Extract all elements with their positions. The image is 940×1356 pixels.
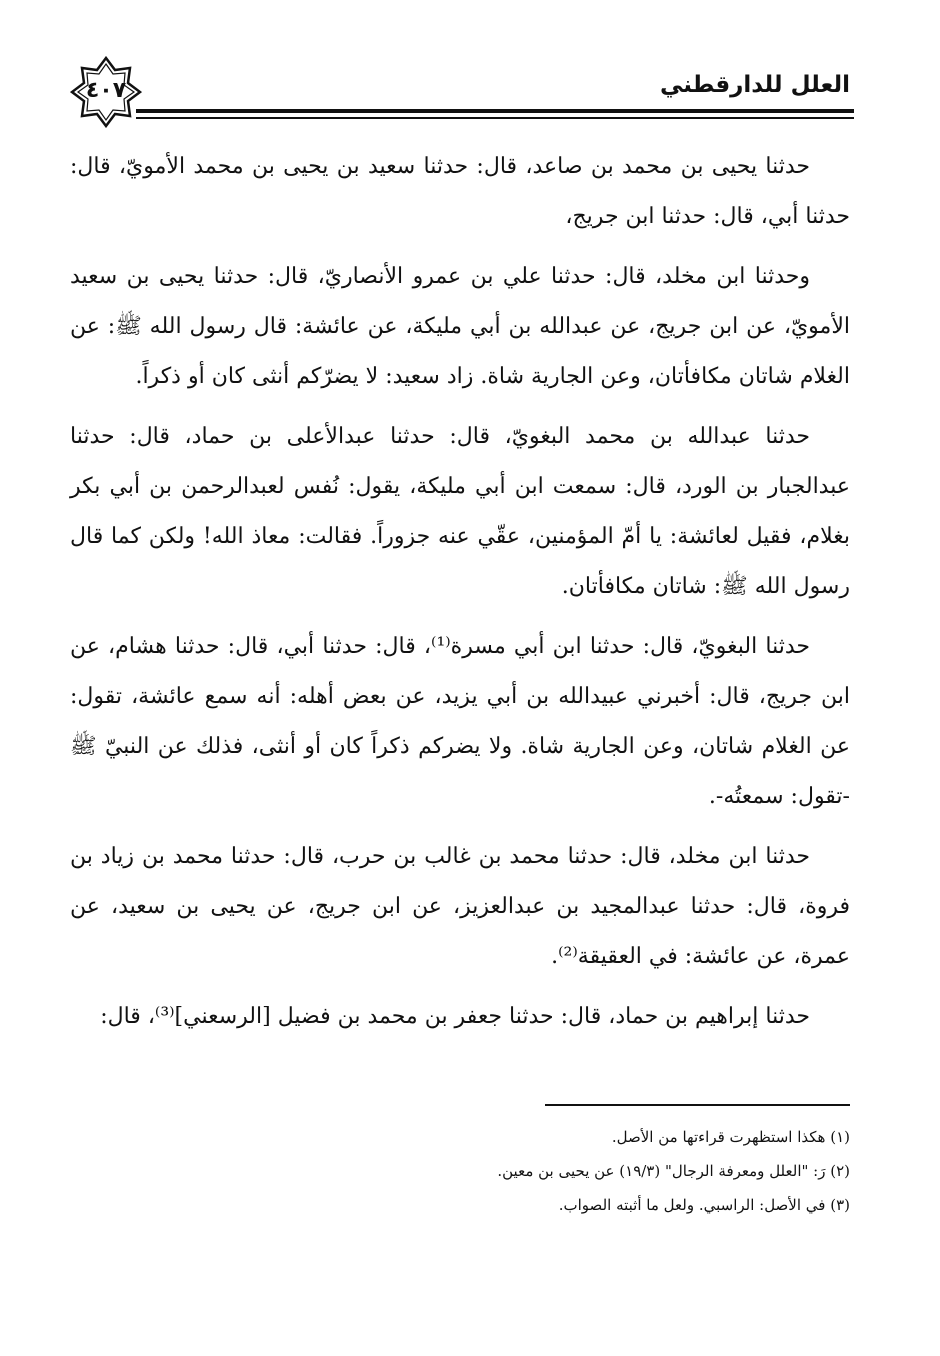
paragraph-3: حدثنا عبدالله بن محمد البغويّ، قال: حدثنا عبدالأعلى بن حماد، قال: حدثنا عبدالجبار بن الورد، قال: سمعت ابن أبي مليكة، يقول: نُفس لعبدالرحمن بن أبي بكر بغلام، فقيل لعائشة: يا أمّ المؤمنين، عقّي عنه جزوراً. فقالت: معاذ الله! ولكن كما قال رسول الله ﷺ: شاتان مكافأتان.	[70, 424, 850, 599]
footnote-separator	[545, 1104, 850, 1106]
running-title: العلل للدارقطني	[660, 72, 850, 98]
footnote-1: (١) هكذا استظهرت قراءتها من الأصل.	[611, 1128, 850, 1146]
header-rule-thin	[136, 117, 854, 119]
header-rule-thick	[136, 109, 854, 113]
main-text	[70, 142, 850, 1042]
page-number-badge	[70, 56, 142, 128]
page-number: ٤٠٧	[85, 78, 127, 103]
footnote-3: (٣) في الأصل: الراسبي. ولعل ما أثبته الصواب.	[558, 1196, 850, 1214]
footnotes	[200, 1120, 850, 1222]
paragraph-4: حدثنا البغويّ، قال: حدثنا ابن أبي مسرة⁽¹⁾، قال: حدثنا أبي، قال: حدثنا هشام، عن ابن جريج، قال: أخبرني عبيدالله بن أبي يزيد، عن بعض أهله: أنه سمع عائشة، تقول: عن الغلام شاتان، وعن الجارية شاة. ولا يضركم ذكراً كان أو أنثى، فذلك عن النبيّ ﷺ -تقول: سمعتُه-.	[70, 634, 850, 809]
paragraph-2: وحدثنا ابن مخلد، قال: حدثنا علي بن عمرو الأنصاريّ، قال: حدثنا يحيى بن سعيد الأمويّ، عن ابن جريج، عن عبدالله بن أبي مليكة، عن عائشة: قال رسول الله ﷺ: عن الغلام شاتان مكافأتان، وعن الجارية شاة. زاد سعيد: لا يضرّكم أنثى كان أو ذكراً.	[70, 264, 850, 389]
paragraph-1: حدثنا يحيى بن محمد بن صاعد، قال: حدثنا سعيد بن يحيى بن محمد الأمويّ، قال: حدثنا أبي، قال: حدثنا ابن جريج،	[70, 154, 850, 229]
page-header	[70, 56, 860, 136]
footnote-2: (٢) رَ: "العلل ومعرفة الرجال" (١٩/٣) عن يحيى بن معين.	[497, 1162, 850, 1180]
paragraph-6: حدثنا إبراهيم بن حماد، قال: حدثنا جعفر بن محمد بن فضيل [الرسعني]⁽³⁾، قال:	[100, 1004, 810, 1029]
paragraph-5: حدثنا ابن مخلد، قال: حدثنا محمد بن غالب بن حرب، قال: حدثنا محمد بن زياد بن فروة، قال: حدثنا عبدالمجيد بن عبدالعزيز، عن ابن جريج، عن يحيى بن سعيد، عن عمرة، عن عائشة: في العقيقة⁽²⁾.	[70, 844, 850, 969]
